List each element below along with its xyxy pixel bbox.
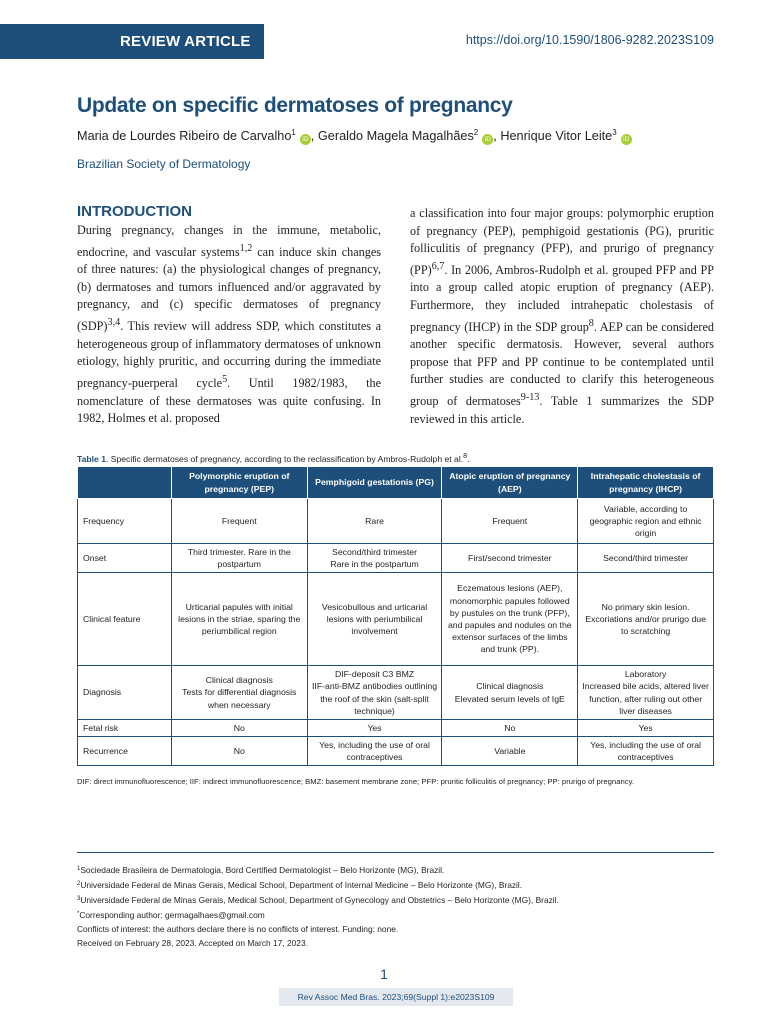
citation-ref[interactable]: 1,2 [239,242,253,254]
section-heading-introduction: INTRODUCTION [77,203,192,220]
author-name: Geraldo Magela Magalhães [317,129,474,143]
footnote-marker: 2 [77,881,81,887]
table-cell: Rare [307,499,442,544]
citation-ref[interactable]: 8 [588,317,594,329]
body-text: During pregnancy, changes in the immune, metabolic, endocrine, and vascular systems [77,223,381,259]
table-cell: Urticarial papules with initial lesions in the striae, sparing the periumbilical region [171,573,307,666]
footnote-item [77,892,717,907]
footnote-marker: * [77,911,80,917]
table-cell: Yes [578,720,714,737]
table-row [78,499,714,544]
orcid-icon[interactable]: iD [300,134,311,145]
table-row [78,720,714,737]
table-header-cell: Intrahepatic cholestasis of pregnancy (IHCP) [578,467,714,499]
footnote-item [77,907,717,922]
article-type-label: REVIEW ARTICLE [120,33,251,50]
table-header-row [78,467,714,499]
table-header-cell: Pemphigoid gestationis (PG) [307,467,442,499]
footnote-item [77,862,717,877]
author-name: Maria de Lourdes Ribeiro de Carvalho [77,129,292,143]
table-cell: Frequent [171,499,307,544]
table-header-cell: Polymorphic eruption of pregnancy (PEP) [171,467,307,499]
footnote-divider [77,852,714,853]
table-row-label: Onset [78,544,172,573]
body-text: a classification into four major groups: polymorphic eruption of pregnancy (PEP), pemphigoid gestationis (PG), pruritic folliculitis of pregnancy (PFP), and prurigo of pregnancy (PP) [410,206,714,277]
footnotes [77,862,717,950]
table-cell: Yes [307,720,442,737]
table-label: Table 1 [77,453,106,464]
table-row-label: Recurrence [78,737,172,766]
table-row-label: Diagnosis [78,666,172,720]
table-caption [77,452,717,464]
footnote-text: Sociedade Brasileira de Dermatologia, Bord Certified Dermatologist – Belo Horizonte (MG), Brazil. [80,865,445,875]
institution-affiliation: Brazilian Society of Dermatology [77,157,251,171]
body-text: . This review will address SDP, which constitutes a heterogeneous group of inflammatory dermatoses of unknown etiology, highly pruritic, and occurring during the immediate pregnancy-puerperal cycle [77,319,381,390]
table-cell: Second/third trimester [578,544,714,573]
table-row [78,666,714,720]
table-caption-end: . [467,453,470,464]
journal-citation: Rev Assoc Med Bras. 2023;69(Suppl 1):e2023S109 [279,988,513,1006]
body-text: . Until 1982/1983, the nomenclature of these dermatoses was quite confusing. In 1982, Holmes et al. proposed [77,375,381,426]
table-cell: No [171,720,307,737]
table-cell: Eczematous lesions (AEP), monomorphic papules followed by pustules on the trunk (PFP), and papules and nodules on the extensor surfaces of the limbs and trunk (PP). [442,573,578,666]
corresponding-author-email[interactable]: Corresponding author: germagalhaes@gmail.com [79,910,265,920]
footnote-item [77,877,717,892]
table-footnote: DIF: direct immunofluorescence; IIF: indirect immunofluorescence; BMZ: basement membrane zone; PFP: pruritic folliculitis of pregnancy; PP: prurigo of pregnancy. [77,777,635,786]
citation-ref[interactable]: 9-13 [520,392,540,404]
citation-ref[interactable]: 6,7 [431,260,445,272]
table-cell: Laboratory Increased bile acids, altered liver function, after ruling out other liver diseases [578,666,714,720]
table-cell: First/second trimester [442,544,578,573]
table-row [78,573,714,666]
author-separator: , [310,129,318,143]
doi-link[interactable]: https://doi.org/10.1590/1806-9282.2023S109 [465,33,714,47]
table-cell: Second/third trimester Rare in the postpartum [307,544,442,573]
footnote-text: Conflicts of interest: the authors declare there is no conflicts of interest. Funding: none. [77,924,399,934]
author-affiliation-sup: 2 [473,128,479,137]
citation-ref[interactable]: 3,4 [107,317,121,329]
author-affiliation-sup: 1 [291,128,296,137]
article-title: Update on specific dermatoses of pregnancy [77,94,513,117]
body-text: . AEP can be considered another specific dermatosis. However, several authors propose that PFP and PP continue to be contemplated until further studies are conducted to clarify this heterogeneous group of dermatoses [410,319,714,409]
introduction-right-column [410,205,714,428]
footnote-text: Universidade Federal de Minas Gerais, Medical School, Department of Internal Medicine – Belo Horizonte (MG), Brazil. [80,880,523,890]
table-row [78,737,714,766]
orcid-icon[interactable]: iD [621,134,632,145]
footnote-item [77,922,717,936]
introduction-left-column [77,222,381,428]
table-cell: Clinical diagnosis Elevated serum levels of IgE [442,666,578,720]
table-cell: Yes, including the use of oral contraceptives [307,737,442,766]
table-cell: Third trimester. Rare in the postpartum [171,544,307,573]
footnote-marker: 3 [77,896,81,902]
footnote-text: Received on February 28, 2023. Accepted on March 17, 2023. [77,938,308,948]
table-cell: Yes, including the use of oral contraceptives [578,737,714,766]
author-separator: , [493,129,501,143]
footnote-item [77,936,717,950]
table-row-label: Clinical feature [78,573,172,666]
footnote-marker: 1 [77,866,81,872]
page-number: 1 [380,966,388,982]
table-row-label: Fetal risk [78,720,172,737]
table-cell: No [171,737,307,766]
orcid-icon[interactable]: iD [482,134,493,145]
table-cell: Frequent [442,499,578,544]
footnote-text: Universidade Federal de Minas Gerais, Medical School, Department of Gynecology and Obstetrics – Belo Horizonte (MG), Brazil. [80,895,559,905]
table-cell: Vesicobullous and urticarial lesions with periumbilical involvement [307,573,442,666]
author-affiliation-sup: 3 [612,128,617,137]
table-cell: DIF-deposit C3 BMZ IIF-anti-BMZ antibodies outlining the roof of the skin (salt-split technique) [307,666,442,720]
article-type-banner [0,24,264,59]
table-row-label: Frequency [78,499,172,544]
table-cell: Variable, according to geographic region and ethnic origin [578,499,714,544]
body-text: . In 2006, Ambros-Rudolph et al. grouped PFP and PP into a group called atopic eruption of pregnancy (AEP). Furthermore, they included intrahepatic cholestasis of pregnancy (IHCP) in the SDP group [410,262,714,334]
table-cell: No [442,720,578,737]
dermatoses-table [77,466,714,766]
citation-ref[interactable]: 8 [463,452,468,460]
table-cell: Clinical diagnosis Tests for differential diagnosis when necessary [171,666,307,720]
citation-ref[interactable]: 5 [222,373,228,385]
author-list [77,128,632,145]
body-text: can induce skin changes of three natures: (a) the physiological changes of pregnancy, (b) dermatoses and tumors influenced and/or aggravated by pregnancy, and (c) specific dermatoses of pregnancy (SDP) [77,244,381,334]
table-caption-text: . Specific dermatoses of pregnancy, according to the reclassification by Ambros-Rudolph et al. [105,453,464,464]
table-cell: No primary skin lesion. Excoriations and/or prurigo due to scratching [578,573,714,666]
author-name: Henrique Vitor Leite [500,129,613,143]
table-row [78,544,714,573]
table-cell: Variable [442,737,578,766]
table-header-cell [78,467,172,499]
body-text: . Table 1 summarizes the SDP reviewed in this article. [410,394,714,426]
table-header-cell: Atopic eruption of pregnancy (AEP) [442,467,578,499]
